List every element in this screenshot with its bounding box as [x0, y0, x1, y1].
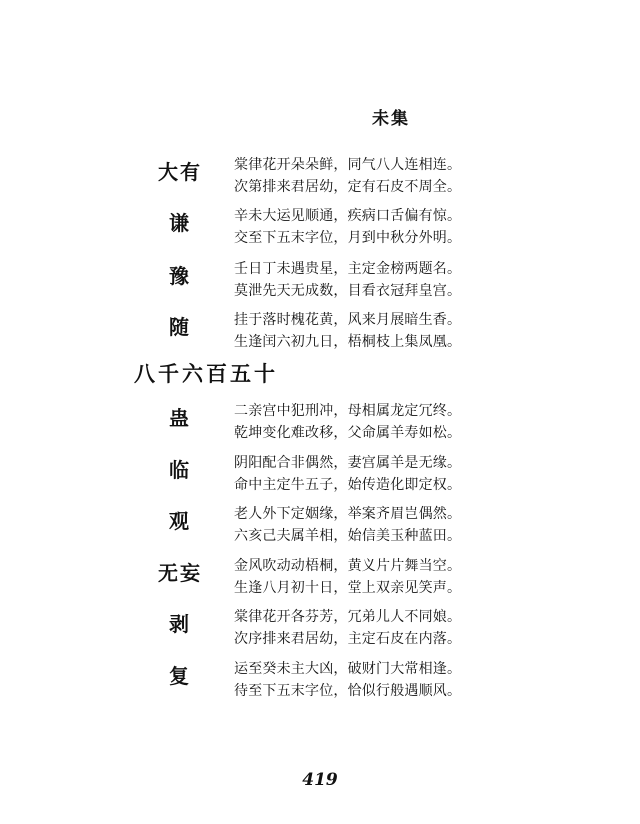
entry-wu-wang — [0, 555, 640, 599]
entry-da-you — [0, 154, 640, 198]
entry-qian — [0, 205, 640, 249]
verse-line: 次第排来君居幼，定有石皮不周全。 — [234, 179, 462, 195]
verse-line: 莫泄先天无成数，目看衣冠拜皇宫。 — [234, 283, 462, 299]
verse-line: 金风吹动动梧桐，黄义片片舞当空。 — [234, 558, 462, 574]
entry-verse — [234, 503, 461, 547]
entry-verse — [234, 309, 461, 353]
entry-name: 蛊 — [169, 406, 191, 430]
verse-line: 运至癸未主大凶，破财门大常相逢。 — [234, 661, 462, 677]
verse-line: 壬日丁未遇贵星，主定金榜两题名。 — [234, 261, 462, 277]
entry-name: 观 — [169, 509, 191, 533]
entry-verse — [234, 258, 461, 302]
entry-name: 无妄 — [158, 561, 202, 585]
page-number: 419 — [302, 770, 338, 790]
entry-lin — [0, 452, 640, 496]
entry-verse — [234, 555, 461, 599]
section-title: 八千六百五十 — [134, 361, 278, 386]
verse-line: 交至下五末字位，月到中秋分外明。 — [234, 230, 462, 246]
entry-name: 豫 — [169, 264, 191, 288]
entry-name: 复 — [169, 664, 191, 688]
verse-line: 六亥己夫属羊相，始信美玉种蓝田。 — [234, 528, 462, 544]
entry-name: 随 — [169, 315, 191, 339]
entry-fu — [0, 658, 640, 702]
verse-line: 命中主定牛五子，始传造化即定权。 — [234, 477, 462, 493]
verse-line: 辛未大运见顺通，疾病口舌偏有惊。 — [234, 208, 462, 224]
page-header-title: 未集 — [372, 109, 410, 129]
entry-verse — [234, 452, 461, 496]
entry-verse — [234, 205, 461, 249]
verse-line: 挂于落时槐花黄，风来月展暗生香。 — [234, 312, 462, 328]
verse-line: 待至下五末字位，恰似行般遇顺风。 — [234, 683, 462, 699]
entry-sui — [0, 309, 640, 353]
entry-name: 谦 — [169, 211, 191, 235]
entry-verse — [234, 400, 461, 444]
verse-line: 乾坤变化难改移，父命属羊寿如松。 — [234, 425, 462, 441]
verse-line: 阴阳配合非偶然，妻宫属羊是无缘。 — [234, 455, 462, 471]
entry-yu — [0, 258, 640, 302]
entry-guan — [0, 503, 640, 547]
verse-line: 生逢闰六初九日，梧桐枝上集凤凰。 — [234, 334, 462, 350]
verse-line: 生逢八月初十日，堂上双亲见笑声。 — [234, 580, 462, 596]
entry-verse — [234, 606, 461, 650]
verse-line: 次序排来君居幼，主定石皮在内落。 — [234, 631, 462, 647]
entry-name: 剥 — [169, 612, 191, 636]
entry-gu — [0, 400, 640, 444]
entry-verse — [234, 154, 461, 198]
verse-line: 二亲宫中犯刑冲，母相属龙定冗终。 — [234, 403, 462, 419]
entry-verse — [234, 658, 461, 702]
verse-line: 棠律花开各芬芳，冗弟儿人不同娘。 — [234, 609, 462, 625]
verse-line: 棠律花开朵朵鲜，同气八人连相连。 — [234, 157, 462, 173]
entry-name: 大有 — [158, 160, 202, 184]
verse-line: 老人外下定姻缘，举案齐眉岂偶然。 — [234, 506, 462, 522]
entry-bo — [0, 606, 640, 650]
entry-name: 临 — [169, 458, 191, 482]
